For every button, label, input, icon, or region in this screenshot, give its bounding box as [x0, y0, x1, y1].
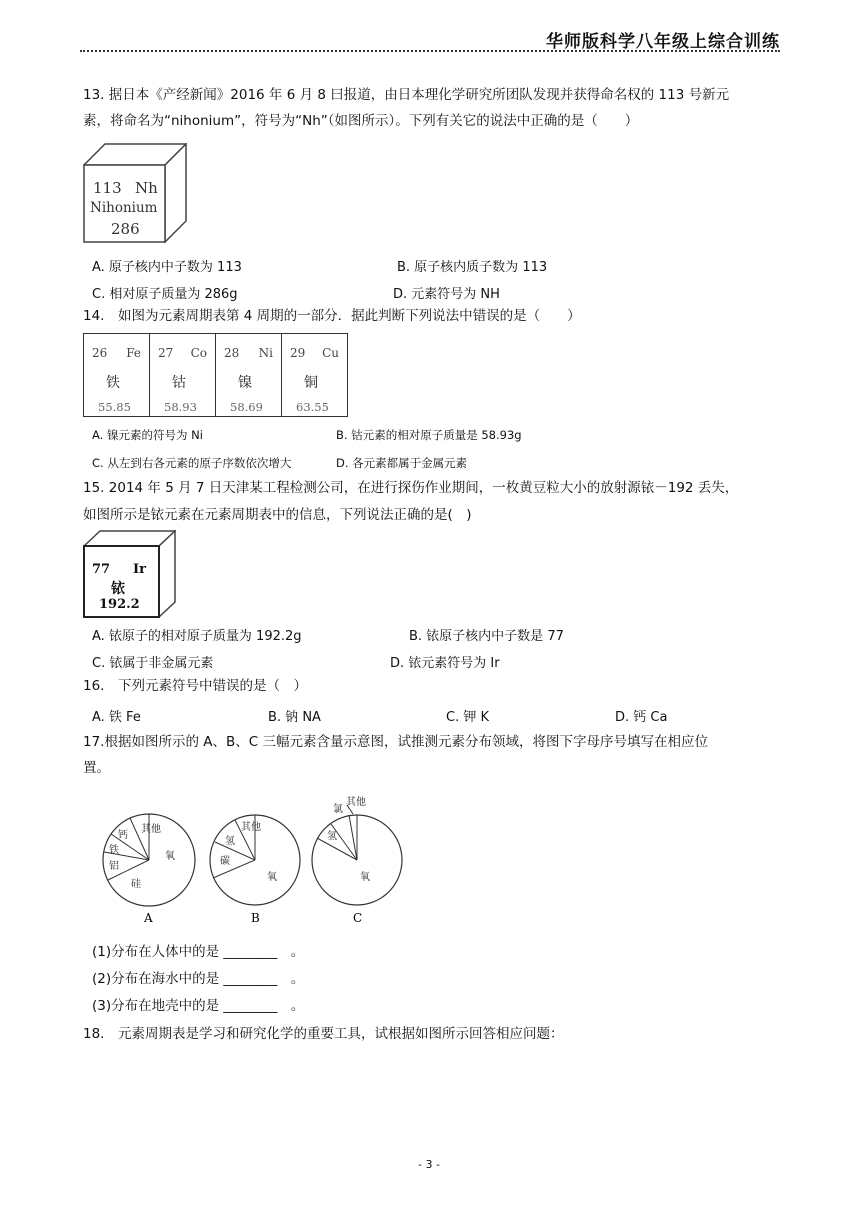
nh-number: 113: [93, 179, 122, 197]
pie-a-label-fe: 铁: [109, 845, 119, 856]
q16-option-a: A. 铁 Fe: [92, 710, 141, 725]
q15-option-b: B. 铱原子核内中子数是 77: [409, 629, 564, 644]
pie-b-label-h: 氢: [225, 836, 235, 847]
element-content-pie-charts: [95, 792, 410, 930]
pt-cell: [150, 334, 216, 417]
pie-a-label-other: 其他: [141, 824, 161, 835]
pt-name: 镍: [238, 375, 252, 391]
q17-text-line1: 17.根据如图所示的 A、B、C 三幅元素含量示意图，试推测元素分布领域，将图下字母序号填写在相应位: [83, 734, 708, 750]
periodic-table-row4: [83, 333, 348, 417]
pie-c-label-cl: 氯: [333, 804, 343, 815]
q15-option-a: A. 铱原子的相对原子质量为 192.2g: [92, 629, 302, 644]
pie-c-label-h: 氢: [327, 831, 337, 842]
pt-mass: 55.85: [98, 400, 131, 414]
pie-b-label-c: 碳: [220, 856, 230, 867]
pie-c-label-other: 其他: [346, 797, 366, 808]
pie-b-label-other: 其他: [241, 822, 261, 833]
nh-element-cube: [83, 143, 187, 243]
q14-option-b: B. 钴元素的相对原子质量是 58.93g: [336, 428, 522, 442]
ir-symbol: Ir: [133, 562, 146, 577]
q17-subquestion-3: (3)分布在地壳中的是 ________ 。: [92, 998, 305, 1014]
pt-cell: [216, 334, 282, 417]
pt-number: 29: [290, 346, 306, 360]
pt-number: 26: [92, 346, 108, 360]
q13-option-d: D. 元素符号为 NH: [393, 287, 500, 302]
nh-name: Nihonium: [90, 200, 158, 216]
pie-a-label-ca: 钙: [118, 830, 128, 841]
pie-a-label-al: 铝: [109, 861, 119, 872]
pie-a-label-o: 氧: [165, 851, 175, 862]
pt-mass: 58.93: [164, 400, 197, 414]
pt-mass: 63.55: [296, 400, 329, 414]
ir-name: 铱: [111, 581, 125, 597]
q18-text: 18. 元素周期表是学习和研究化学的重要工具，试根据如图所示回答相应问题：: [83, 1026, 564, 1042]
pt-number: 28: [224, 346, 240, 360]
q13-text-line1: 13. 据日本《产经新闻》2016 年 6 月 8 曰报道，由日本理化学研究所团队发现并获得命名权的 113 号新元: [83, 87, 730, 103]
q13-option-c: C. 相对原子质量为 286g: [92, 287, 238, 302]
q17-subquestion-1: (1)分布在人体中的是 ________ 。: [92, 944, 305, 960]
q13-option-b: B. 原子核内质子数为 113: [397, 260, 548, 275]
q15-option-c: C. 铱属于非金属元素: [92, 656, 214, 671]
q14-text: 14. 如图为元素周期表第 4 周期的一部分．据此判断下列说法中错误的是（ ）: [83, 308, 581, 324]
nh-symbol: Nh: [135, 179, 158, 197]
ir-mass: 192.2: [99, 597, 140, 612]
pie-c-label-o: 氧: [360, 872, 370, 883]
q15-option-d: D. 铱元素符号为 Ir: [390, 656, 500, 671]
pie-caption-b: B: [251, 911, 260, 925]
q13-option-a: A. 原子核内中子数为 113: [92, 260, 242, 275]
pt-name: 铜: [304, 375, 318, 391]
page-number: - 3 -: [418, 1158, 440, 1171]
q14-option-d: D. 各元素都属于金属元素: [336, 456, 468, 470]
pie-b-label-o: 氧: [267, 872, 277, 883]
nh-mass: 286: [111, 220, 140, 238]
header-title: 华师版科学八年级上综合训练: [546, 32, 780, 52]
pie-caption-c: C: [353, 911, 363, 925]
pt-mass: 58.69: [230, 400, 263, 414]
pt-number: 27: [158, 346, 174, 360]
q14-option-c: C. 从左到右各元素的原子序数依次增大: [92, 456, 292, 470]
pt-symbol: Co: [190, 346, 207, 360]
pie-chart-a: [103, 814, 195, 906]
pt-name: 铁: [106, 375, 120, 391]
q16-option-b: B. 钠 NA: [268, 710, 321, 725]
q16-option-c: C. 钾 K: [446, 710, 489, 725]
pt-symbol: Fe: [126, 346, 141, 360]
pt-name: 钴: [172, 375, 186, 391]
pt-cell: [84, 334, 150, 417]
q17-text-line2: 置。: [83, 760, 110, 776]
pie-chart-b: [210, 815, 300, 905]
ir-number: 77: [92, 562, 111, 577]
header-divider: [80, 50, 780, 52]
pie-caption-a: A: [144, 911, 153, 925]
pt-cell: [282, 334, 348, 417]
pie-a-label-si: 硅: [131, 879, 141, 890]
pt-symbol: Cu: [322, 346, 339, 360]
q16-option-d: D. 钙 Ca: [615, 710, 668, 725]
ir-element-cube: [83, 530, 176, 618]
pt-symbol: Ni: [258, 346, 273, 360]
q15-text-line1: 15. 2014 年 5 月 7 日天津某工程检测公司，在进行探伤作业期间，一枚黄豆粒大小的放射源铱－192 丢失，: [83, 480, 739, 496]
q13-text-line2: 素，将命名为“nihonium”，符号为“Nh”（如图所示）。下列有关它的说法中正确的是（ ）: [83, 113, 639, 129]
q16-text: 16. 下列元素符号中错误的是（ ）: [83, 678, 307, 694]
q17-subquestion-2: (2)分布在海水中的是 ________ 。: [92, 971, 305, 987]
q15-text-line2: 如图所示是铱元素在元素周期表中的信息，下列说法正确的是( ): [83, 507, 472, 523]
q14-option-a: A. 镍元素的符号为 Ni: [92, 428, 203, 442]
pie-chart-c: [312, 795, 402, 905]
